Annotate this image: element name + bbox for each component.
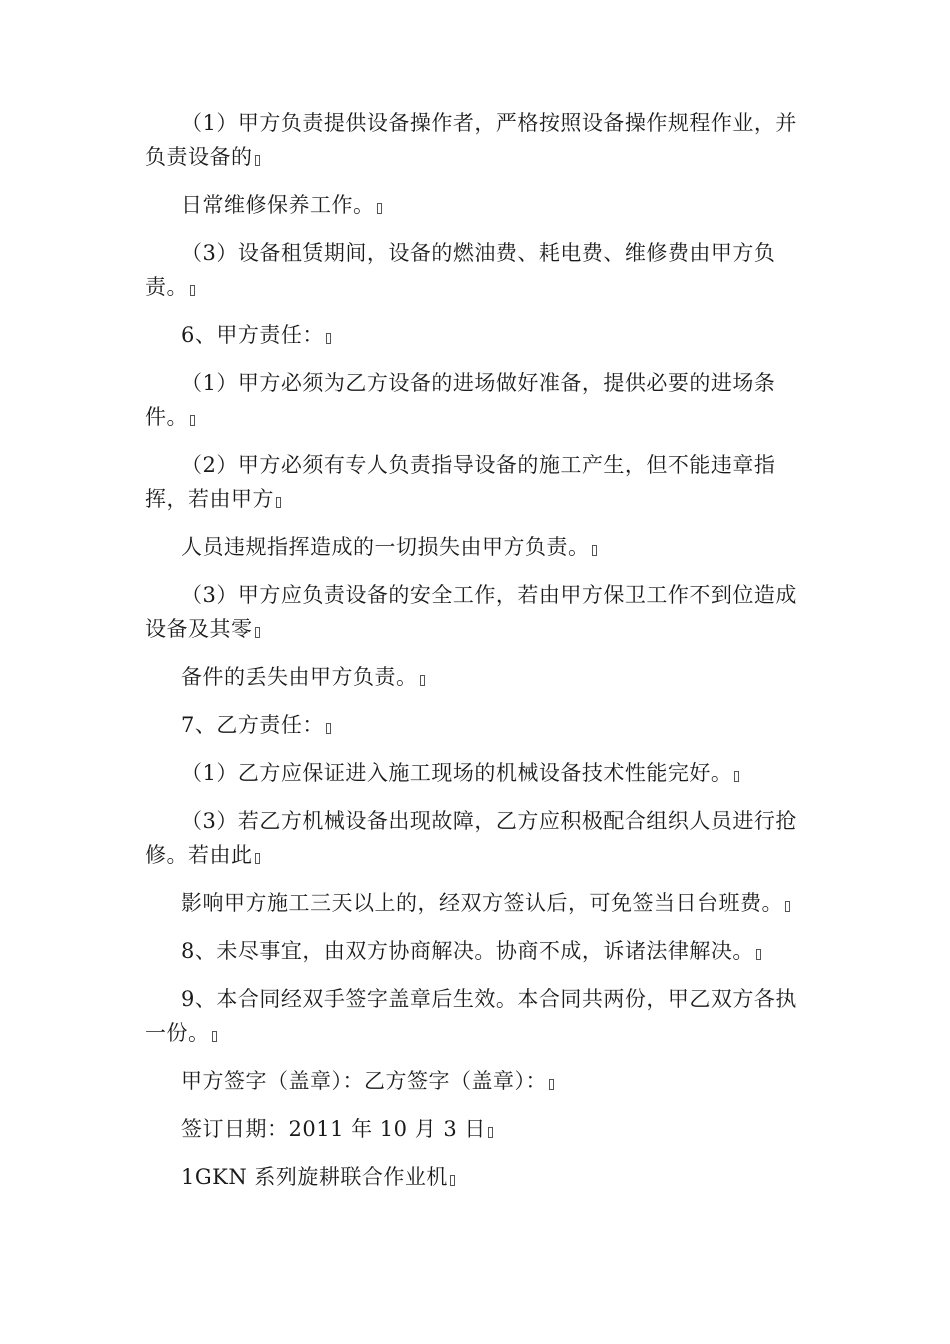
section-heading-7: 7、乙方责任：: [145, 708, 805, 742]
paragraph-11: （1）乙方应保证进入施工现场的机械设备技术性能完好。: [145, 756, 805, 790]
paragraph-5: （1）甲方必须为乙方设备的进场做好准备，提供必要的进场条件。: [145, 371, 776, 429]
document-body: [145, 106, 805, 1208]
paragraph-mark-icon: [326, 723, 331, 734]
paragraph-8: （3）甲方应负责设备的安全工作，若由甲方保卫工作不到位造成设备及其零: [145, 583, 797, 641]
paragraph-mark-icon: [255, 853, 260, 864]
paragraph-mark-icon: [549, 1079, 554, 1090]
section-heading-6: 6、甲方责任：: [145, 318, 805, 352]
paragraph-7: 人员违规指挥造成的一切损失由甲方负责。: [145, 530, 805, 564]
paragraph-12: （3）若乙方机械设备出现故障，乙方应积极配合组织人员进行抢修。若由此: [145, 809, 797, 867]
paragraph-1: （1）甲方负责提供设备操作者，严格按照设备操作规程作业，并负责设备的: [145, 111, 797, 169]
paragraph-mark-icon: [488, 1127, 493, 1138]
paragraph-mark-icon: [212, 1031, 217, 1042]
paragraph-mark-icon: [592, 545, 597, 556]
paragraph-14: 8、未尽事宜，由双方协商解决。协商不成，诉诸法律解决。: [145, 934, 805, 968]
paragraph-mark-icon: [190, 285, 195, 296]
paragraph-2: 日常维修保养工作。: [145, 188, 805, 222]
paragraph-13: 影响甲方施工三天以上的，经双方签认后，可免签当日台班费。: [145, 886, 805, 920]
paragraph-mark-icon: [450, 1175, 455, 1186]
paragraph-mark-icon: [420, 675, 425, 686]
paragraph-6: （2）甲方必须有专人负责指导设备的施工产生，但不能违章指挥，若由甲方: [145, 453, 776, 511]
product-title: 1GKN 系列旋耕联合作业机: [145, 1160, 805, 1194]
paragraph-mark-icon: [255, 155, 260, 166]
paragraph-mark-icon: [255, 627, 260, 638]
signature-line: 甲方签字（盖章）：乙方签字（盖章）：: [145, 1064, 805, 1098]
signing-date: 签订日期：2011 年 10 月 3 日: [145, 1112, 805, 1146]
paragraph-3: （3）设备租赁期间，设备的燃油费、耗电费、维修费由甲方负责。: [145, 241, 776, 299]
paragraph-mark-icon: [756, 949, 761, 960]
paragraph-mark-icon: [326, 333, 331, 344]
paragraph-mark-icon: [734, 771, 739, 782]
paragraph-mark-icon: [785, 901, 790, 912]
paragraph-mark-icon: [377, 203, 382, 214]
paragraph-mark-icon: [190, 415, 195, 426]
paragraph-mark-icon: [276, 497, 281, 508]
paragraph-15: 9、本合同经双手签字盖章后生效。本合同共两份，甲乙双方各执一份。: [145, 987, 797, 1045]
paragraph-9: 备件的丢失由甲方负责。: [145, 660, 805, 694]
